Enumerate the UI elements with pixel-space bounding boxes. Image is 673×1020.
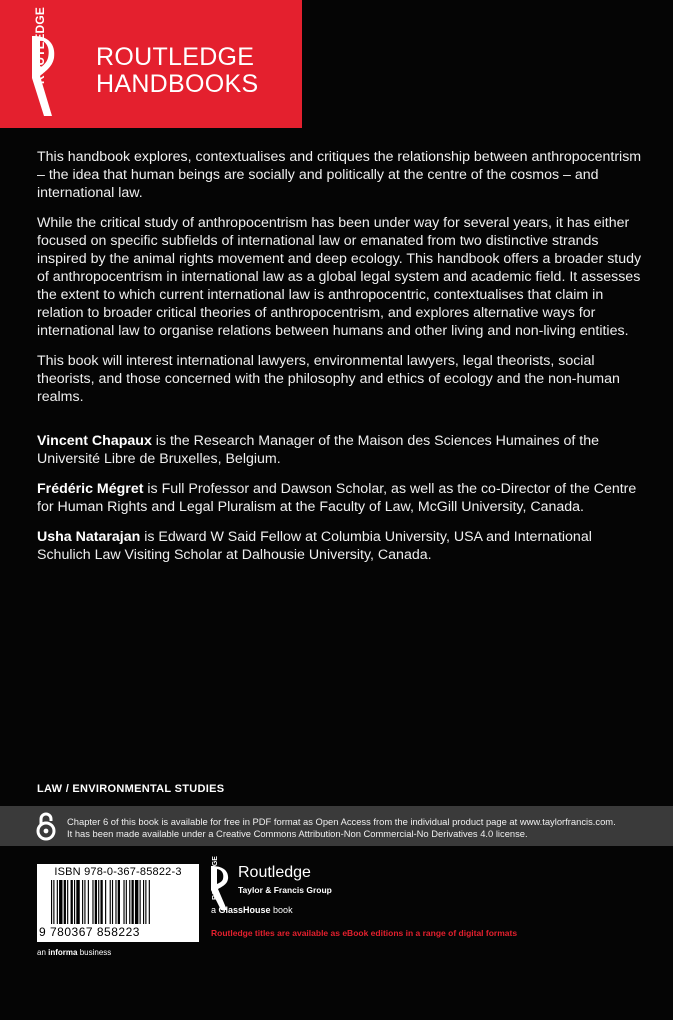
author-name: Vincent Chapaux [37,433,152,449]
barcode-bars [51,880,191,924]
open-access-icon [35,811,57,841]
author-name: Usha Natarajan [37,529,141,545]
author-bio-2 [37,480,649,516]
blurb-paragraph-2: While the critical study of anthropocentrism has been under way for several years, it has either focused on specific subfields of international law or emanated from two distinctive strands inspired by the animal rights movement and deep ecology. This handbook offers a broader study of anthropocentrism in international law as a global legal system and academic field. It assesses the extent to which current international law is anthropocentric, contextualises that claim in relation to broader critical theories of anthropocentrism, and explores alternative ways for international law to organise relations between humans and other living and non-living entities. [37,215,642,339]
author-bio-1 [37,432,649,468]
barcode-bar [57,880,58,924]
barcode-digits: 9 780367 858223 [39,925,140,939]
barcode-bar [115,880,116,924]
publisher-group: Taylor & Francis Group [238,885,332,895]
author-name: Frédéric Mégret [37,481,144,497]
back-cover-blurb [37,148,649,576]
blurb-paragraph-3: This book will interest international lawyers, environmental lawyers, legal theorists, social theorists, and those concerned with the philosophy and ethics of ecology and the non-human realms. [37,353,620,405]
informa-name: informa [48,948,78,957]
barcode-bar [100,880,102,924]
imprint-prefix: a [211,905,219,915]
barcode-bar [82,880,83,924]
isbn-label: ISBN 978-0-367-85822-3 [54,866,182,878]
informa-prefix: an [37,948,49,957]
barcode-bar [59,880,62,924]
open-access-line-2: It has been made available under a Creative Commons Attribution-Non Commercial-No Derivatives 4.0 license. [67,828,528,839]
series-brand-block [0,0,302,128]
series-title-line1: ROUTLEDGE [96,43,255,71]
barcode-bar [98,880,99,924]
barcode-bar [71,880,73,924]
open-access-notice [67,816,667,840]
barcode-bar [53,880,54,924]
brand-vertical-label: ROUTLEDGE [33,6,47,84]
barcode-bar [76,880,79,924]
barcode-bar [67,880,68,924]
author-bio-text: is Full Professor and Dawson Scholar, as well as the co-Director of the Centre for Human Rights and Legal Pluralism at the Faculty of Law, McGill University, Canada. [37,481,637,515]
barcode-bar [132,880,134,924]
barcode-bar [92,880,93,924]
barcode-bar [123,880,124,924]
imprint-name: GlassHouse [218,905,271,915]
barcode-bar [129,880,130,924]
publisher-name: Routledge [238,864,311,881]
imprint-suffix: book [270,905,293,915]
barcode-bar [105,880,106,924]
informa-suffix: business [77,948,112,957]
barcode-bar [135,880,138,924]
informa-business-tagline [37,948,111,957]
open-access-line-1: Chapter 6 of this book is available for free in PDF format as Open Access from the individual product page at www.taylorfrancis.com. [67,816,616,827]
author-bio-3 [37,528,649,564]
barcode-bar [112,880,113,924]
barcode-bar [95,880,97,924]
barcode-bar [149,880,150,924]
barcode-bar [118,880,120,924]
publisher-vertical-label: ROUTLEDGE [212,856,219,900]
publisher-imprint [211,905,293,915]
barcode-bar [110,880,111,924]
barcode-bar [74,880,75,924]
series-title-line2: HANDBOOKS [96,70,259,98]
blurb-paragraph-1: This handbook explores, contextualises and critiques the relationship between anthropocentrism – the idea that human beings are socially and politically at the centre of the cosmos – and international law. [37,149,642,201]
barcode-bar [64,880,66,924]
barcode-bar [140,880,141,924]
author-bio-text: is the Research Manager of the Maison des Sciences Humaines of the Université Libre de Bruxelles, Belgium. [37,433,599,467]
subject-category: LAW / ENVIRONMENTAL STUDIES [37,783,225,795]
series-title [96,44,258,98]
ebook-availability-note: Routledge titles are available as eBook editions in a range of digital formats [211,928,518,938]
barcode-bar [51,880,52,924]
barcode-bar [143,880,144,924]
author-bio-text: is Edward W Said Fellow at Columbia University, USA and International Schulich Law Visiting Scholar at Dalhousie University, Canada. [37,529,592,563]
isbn-barcode [37,864,199,942]
barcode-bar [126,880,127,924]
barcode-bar [84,880,85,924]
barcode-bar [145,880,146,924]
barcode-bar [88,880,89,924]
open-access-banner [0,806,673,846]
